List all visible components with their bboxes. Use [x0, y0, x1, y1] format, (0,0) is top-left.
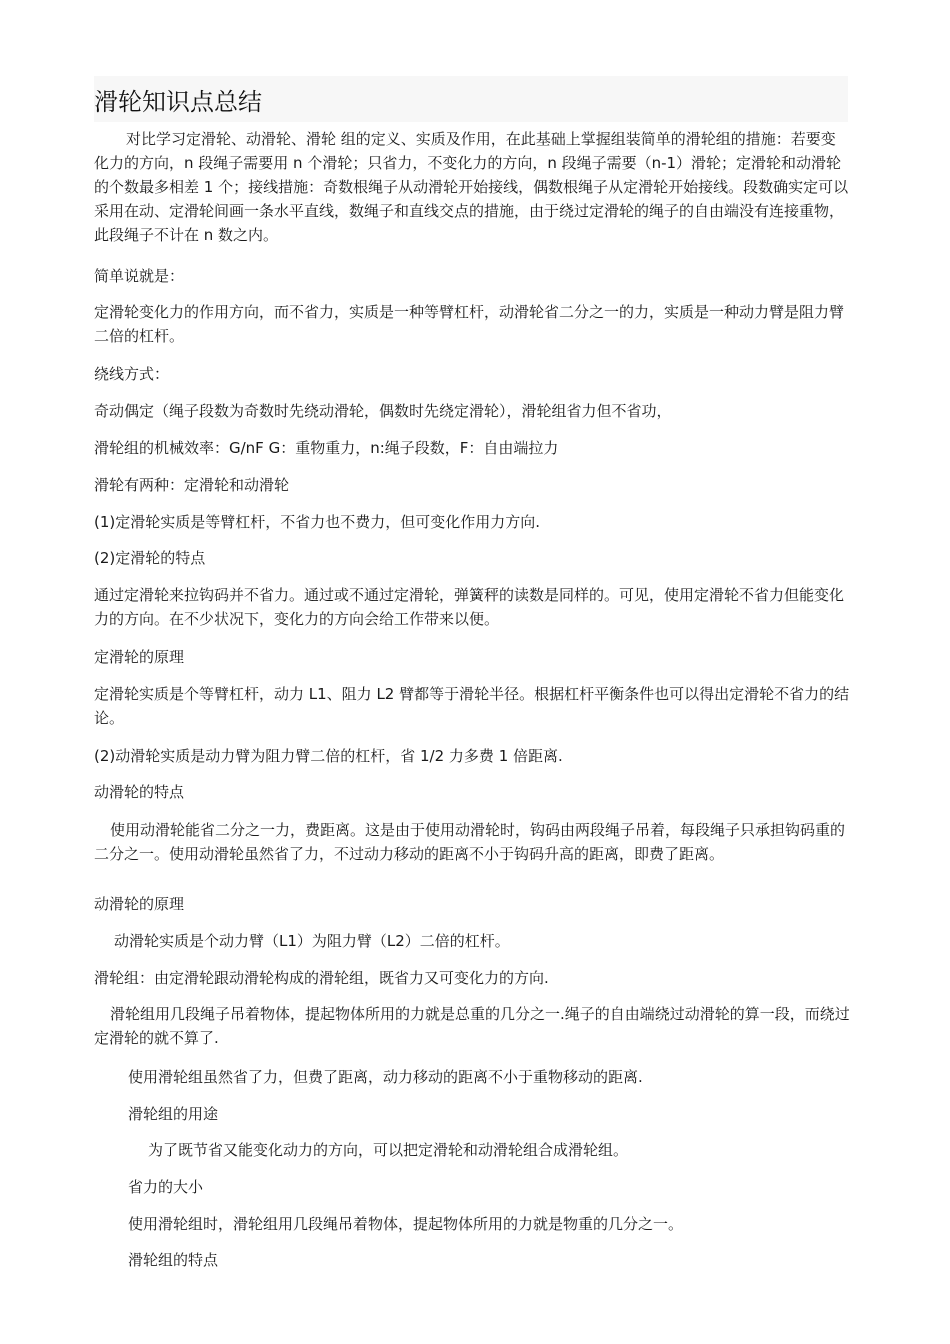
- paragraph-fixed-pulley-feature: 通过定滑轮来拉钩码并不省力。通过或不通过定滑轮，弹簧秤的读数是同样的。可见，使用定滑轮不省力但能变化力的方向。在不少状况下，变化力的方向会给工作带来以便。: [94, 586, 845, 628]
- paragraph-pulley-block-definition: 滑轮组：由定滑轮跟动滑轮构成的滑轮组，既省力又可变化力的方向.: [94, 969, 549, 987]
- paragraph-movable-pulley-principle: 动滑轮实质是个动力臂（L1）为阻力臂（L2）二倍的杠杆。: [114, 932, 510, 950]
- paragraph-fixed-pulley-essence: (1)定滑轮实质是等臂杠杆，不省力也不费力，但可变化作用力方向.: [94, 513, 541, 531]
- paragraph-pulley-block-use-heading: 滑轮组的用途: [128, 1105, 219, 1123]
- paragraph-movable-pulley-feature-heading: 动滑轮的特点: [94, 783, 185, 801]
- paragraph-movable-pulley-principle-heading: 动滑轮的原理: [94, 895, 185, 913]
- paragraph-summary: 定滑轮变化力的作用方向，而不省力，实质是一种等臂杠杆，动滑轮省二分之一的力，实质是一种动力臂是阻力臂二倍的杠杆。: [94, 303, 845, 345]
- paragraph-pulley-block-feature-heading: 滑轮组的特点: [128, 1251, 219, 1269]
- paragraph-fixed-pulley-principle-heading: 定滑轮的原理: [94, 648, 185, 666]
- paragraph-pulley-block-distance: 使用滑轮组虽然省了力，但费了距离，动力移动的距离不小于重物移动的距离.: [128, 1068, 643, 1086]
- paragraph-force-size: 使用滑轮组时，滑轮组用几段绳吊着物体，提起物体所用的力就是物重的几分之一。: [128, 1215, 684, 1233]
- paragraph-fixed-pulley-principle: 定滑轮实质是个等臂杠杆，动力 L1、阻力 L2 臂都等于滑轮半径。根据杠杆平衡条件也可以得出定滑轮不省力的结论。: [94, 685, 850, 727]
- page-title: 滑轮知识点总结: [94, 88, 262, 116]
- paragraph-movable-pulley-feature: 使用动滑轮能省二分之一力，费距离。这是由于使用动滑轮时，钩码由两段绳子吊着，每段绳子只承担钩码重的二分之一。使用动滑轮虽然省了力，不过动力移动的距离不小于钩码升高的距离，即费了距离。: [94, 821, 846, 863]
- paragraph-winding-label: 绕线方式：: [94, 365, 170, 383]
- paragraph-pulley-block-use: 为了既节省又能变化动力的方向，可以把定滑轮和动滑轮组合成滑轮组。: [148, 1141, 629, 1159]
- paragraph-winding-rule: 奇动偶定（绳子段数为奇数时先绕动滑轮，偶数时先绕定滑轮），滑轮组省力但不省功，: [94, 402, 672, 420]
- paragraph-fixed-pulley-feature-heading: (2)定滑轮的特点: [94, 549, 206, 567]
- paragraph-summary-label: 简单说就是：: [94, 267, 185, 285]
- paragraph-intro: 对比学习定滑轮、动滑轮、滑轮 组的定义、实质及作用，在此基础上掌握组装简单的滑轮组的措施：若要变化力的方向，n 段绳子需要用 n 个滑轮；只省力，不变化力的方向，n 段绳子需要（n-1）滑轮；定滑轮和动滑轮的个数最多相差 1 个；接线措施：奇数根绳子从动滑轮开始接线，偶数根绳子从定滑轮开始接线。段数确实定可以采用在动、定滑轮间画一条水平直线，数绳子和直线交点的措施，由于绕过定滑轮的绳子的自由端没有连接重物，此段绳子不计在 n 数之内。: [94, 130, 849, 244]
- paragraph-force-size-heading: 省力的大小: [128, 1178, 204, 1196]
- paragraph-two-types: 滑轮有两种：定滑轮和动滑轮: [94, 476, 290, 494]
- paragraph-efficiency: 滑轮组的机械效率：G/nF G：重物重力，n:绳子段数，F：自由端拉力: [94, 439, 559, 457]
- paragraph-pulley-block-rope: 滑轮组用几段绳子吊着物体，提起物体所用的力就是总重的几分之一.绳子的自由端绕过动滑轮的算一段，而绕过定滑轮的就不算了.: [94, 1005, 850, 1047]
- paragraph-movable-pulley-essence: (2)动滑轮实质是动力臂为阻力臂二倍的杠杆，省 1/2 力多费 1 倍距离.: [94, 747, 563, 765]
